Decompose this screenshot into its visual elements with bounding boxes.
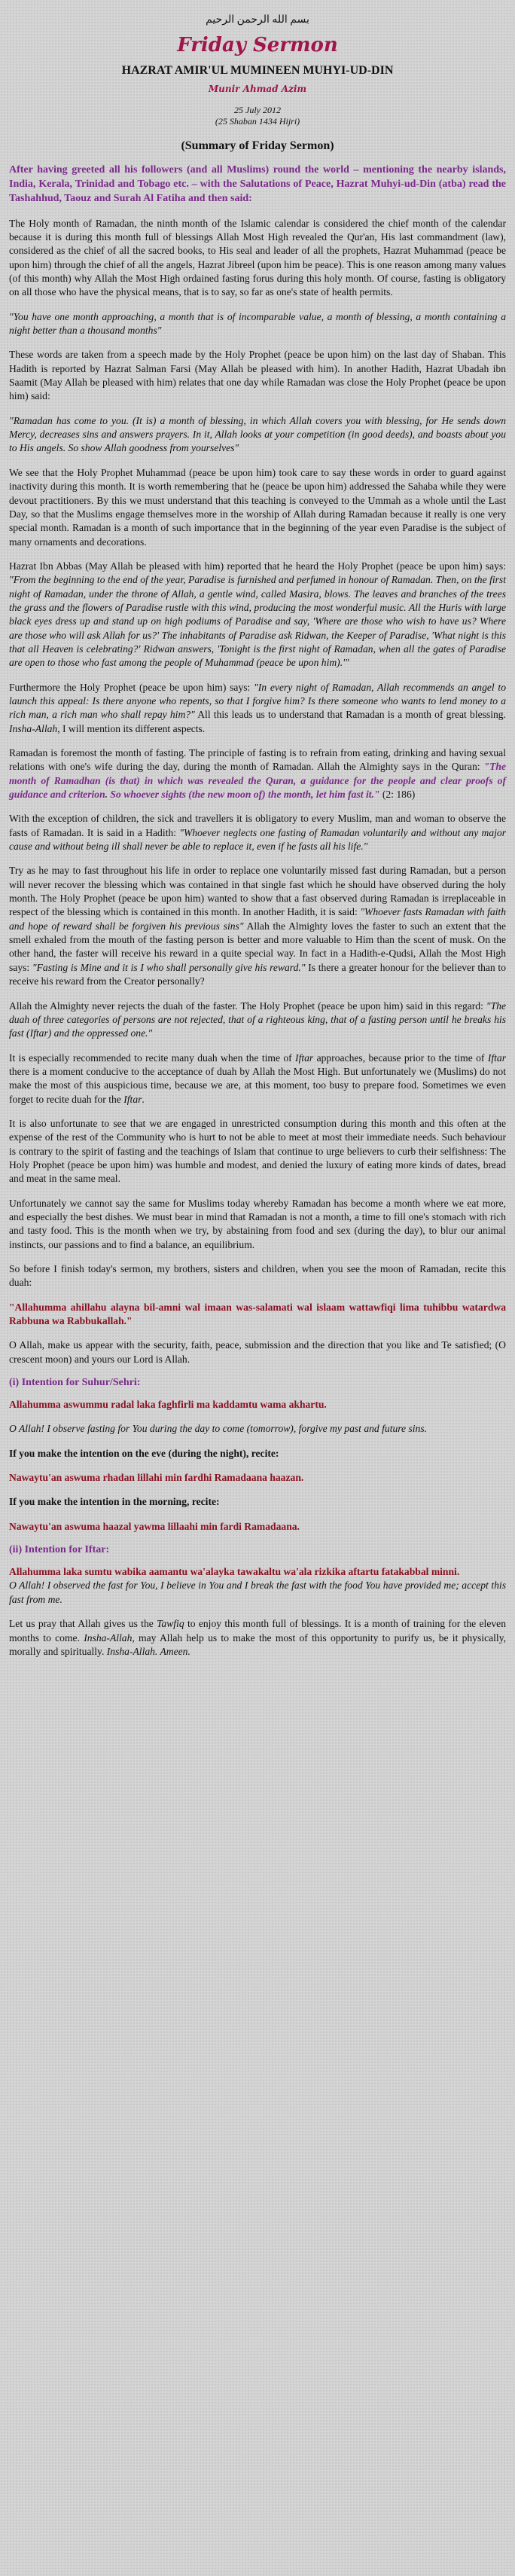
text-segment: , I will mention its different aspects.	[57, 722, 206, 734]
duah-iftar: Allahumma laka sumtu wabika aamantu wa'alayka tawakaltu wa'ala rizkika aftartu fatakabbal minni.	[9, 1566, 460, 1578]
text-segment: Allah the Almighty never rejects the duah of the faster. The Holy Prophet (peace be upon him) said in this regard:	[9, 1000, 486, 1012]
quote-forgiven: "Whoever fasts Ramadan with faith and hope of reward shall be forgiven his previous sins"	[9, 906, 506, 932]
iftar-term: Iftar	[295, 1051, 314, 1064]
paragraph-before-finish: So before I finish today's sermon, my brothers, sisters and children, when you see the moon of Ramadan, recite this duah:	[9, 1263, 506, 1289]
text-segment: approaches, because prior to the time of	[313, 1051, 488, 1064]
paragraph-iftar-duah	[9, 1051, 506, 1106]
intro-paragraph: After having greeted all his followers (and all Muslims) round the world – mentioning the nearby islands, India, Kerala, Trinidad and Tobago etc. – with the Salutations of Peace, Hazrat Muhyi-ud-Din (atba) read the Tashahhud, Taouz and Surah Al Fatiha and then said:	[9, 164, 506, 204]
page-subtitle: HAZRAT AMIR'UL MUMINEEN MUHYI-UD-DIN	[121, 64, 394, 77]
basmala: بسم الله الرحمن الرحيم	[206, 14, 309, 26]
text-segment: , may Allah help us to make the most of this opportunity to purify us, be it physically, morally and spiritually.	[9, 1631, 507, 1657]
duah-moon-translation: O Allah, make us appear with the security, faith, peace, submission and the direction that you like and Te satisfied; (O crescent moon) and yours our Lord is Allah.	[9, 1339, 506, 1365]
text-segment: Hazrat Ibn Abbas (May Allah be pleased with him) reported that he heard the Holy Prophet (peace be upon him) says:	[9, 560, 506, 572]
label-morning-intention: If you make the intention in the morning, recite:	[9, 1496, 220, 1508]
paragraph-ramadan-month: The Holy month of Ramadan, the ninth month of the Islamic calendar is considered the chief month of the calendar because it is during this month full of blessings Allah Most High revealed the Qur'an, His last commandment (law), considered as the chief of all the sacred books, to His seal and leader of all the prophets, Hazrat Muhammad (peace be upon him) through the chief of all the angels, Hazrat Jibreel (upon him be peace). This is one reason among many values (of this month) why Allah the Most High ordained fasting forus during this holy month. Of course, fasting is obligatory on all those who have the physical means, that is to say, so far as one's state of health permits.	[9, 217, 506, 298]
closing-ameen: Insha-Allah. Ameen.	[106, 1645, 190, 1657]
text-segment: Try as he may to fast throughout his life in order to replace one voluntarily missed fast during Ramadan, but a person will never recover the blessing which was contained in that single fast which he should have observed during the holy month. The Holy Prophet (peace be upon him) wanted to show that a fast observed during Ramadan is irreplaceable in respect of the blessing which is contained in this month. In another Hadith, it is said:	[9, 865, 506, 918]
text-segment: Allah the Almighty loves the faster to such an extent that the smell exhaled from the mouth of the fasting person is better and more valuable to Him than the scent of musk. On the other hand, the faster will receive his reward in a quite special way. In fact in a Hadith-e-Qudsi, Allah the Most High says:	[9, 920, 506, 973]
duah-moon-sighting: "Allahumma ahillahu alayna bil-amni wal imaan was-salamati wal islaam wattawfiqi lima tuhibbu watardwa Rabbuna wa Rabbukallah."	[9, 1301, 506, 1327]
text-segment: With the exception of children, the sick and travellers it is obligatory to every Muslim, man and woman to observe the fasts of Ramadan. It is said in a Hadith:	[9, 813, 506, 838]
label-night-intention: If you make the intention on the eve (during the night), recite:	[9, 1447, 279, 1459]
iftar-term: Iftar	[487, 1051, 506, 1064]
quran-verse: "The month of Ramadhan (is that) in which was revealed the Quran, a guidance for the people and clear proofs of guidance and criterion. So whoever sights (the new moon of) the month, let him fast it."	[9, 761, 506, 801]
paragraph-closing-prayer	[9, 1617, 506, 1659]
duah-morning-intention: Nawaytu'an aswuma haazal yawma lillaahi min fardi Ramadaana.	[9, 1520, 300, 1532]
paragraph-obligation	[9, 812, 506, 853]
text-segment: All this leads us to understand that Ramadan is a month of great blessing.	[194, 709, 506, 721]
paragraph-guard-inactivity: We see that the Holy Prophet Muhammad (peace be upon him) took care to say these words in order to guard against inactivity during this month. It is worth remembering that he (peace be upon him) addressed the Sahaba while they were devout practitioners. By this we must understand that this teaching is conveyed to the Ummah as a whole until the Last Day, so that the Muslims engage themselves more in the worship of Allah during Ramadan because it really is one very special month. Ramadan is a month of such importance that in the beginning of the year even Paradise is the subject of many ornaments and decorations.	[9, 466, 506, 548]
paragraph-angel-appeal	[9, 681, 506, 736]
paragraph-consumption: It is also unfortunate to see that we are engaged in unrestricted consumption during this month and this often at the expense of the rest of the Community who is hurt to not be able to meet at most their immediate needs. Such behaviour is contrary to the spirit of fasting and the teachings of Islam that continue to urge believers to curb their selfishness: The Holy Prophet (peace be upon him) was humble and modest, and denied the luxury of eating more kinds of dates, bread and meat in the same meal.	[9, 1117, 506, 1185]
paragraph-eat-more: Unfortunately we cannot say the same for Muslims today whereby Ramadan has become a month where we eat more, and especially the best dishes. We must bear in mind that Ramadan is not a month, a time to fill one's stomach with rich and tasty food. This is the month when we try, by abstaining from food and sex (during the day), to blur our animal instincts, our passions and to find a balance, an equilibrium.	[9, 1197, 506, 1250]
paragraph-paradise-decorated	[9, 560, 506, 670]
suhur-translation: O Allah! I observe fasting for You during the day to come (tomorrow), forgive my past and future sins.	[9, 1423, 428, 1435]
heading-iftar-intention: (ii) Intention for Iftar:	[9, 1544, 110, 1556]
paragraph-duah-faster	[9, 1000, 506, 1041]
paragraph-fasting-principle	[9, 746, 506, 801]
text-segment: Is there a greater honour for the believer than to receive his reward from the Creator personally?	[9, 961, 507, 987]
text-segment: Let us pray that Allah gives us the	[9, 1618, 157, 1630]
duah-suhur: Allahumma aswummu radal laka faghfirli ma kaddamtu wama akhartu.	[9, 1399, 327, 1411]
tawfiq-term: Tawfiq	[157, 1618, 184, 1630]
paragraph-shaban-speech: These words are taken from a speech made by the Holy Prophet (peace be upon him) on the last day of Shaban. This Hadith is reported by Hazrat Salman Farsi (May Allah be pleased with him). In another Hadith, Hazrat Ubadah ibn Saamit (May Allah be pleased with him) relates that one day while Ramadan was close the Holy Prophet (peace be upon him) said:	[9, 349, 506, 402]
date-hijri: (25 Shaban 1434 Hijri)	[215, 116, 300, 127]
paragraph-irreplaceable-fast	[9, 864, 506, 988]
quote-ramadan-blessing: "Ramadan has come to you. (It is) a month of blessing, in which Allah covers you with blessing, for He sends down Mercy, decreases sins and answers prayers. In it, Allah looks at your competition (in good deeds), and boasts about you to His angels. So show Allah goodness from yourselves"	[9, 414, 506, 454]
verse-reference: (2: 186)	[379, 789, 416, 801]
text-segment: It is especially recommended to recite many duah when the time of	[9, 1051, 296, 1064]
text-segment: to enjoy this month full of blessings. It is a month of training for the eleven months to come.	[9, 1618, 506, 1644]
text-segment: Furthermore the Holy Prophet (peace be upon him) says:	[9, 681, 254, 693]
quote-paradise: "From the beginning to the end of the year, Paradise is furnished and perfumed in honour of Ramadan. Then, on the first night of Ramadan, under the throne of Allah, a gentle wind, called Masira, blows. The leaves and branches of the trees the grass and the flowers of Paradise rustle with this wind, producing the most wonderful music. All the Huris with large black eyes dress up and stand up on high podiums of Paradise and say, 'Where are those who wish to have us? Where are those who will ask Allah for us?' The inhabitants of Paradise ask Ridwan, the Keeper of Paradise, 'What night is this that all Heaven is celebrating?' Ridwan answers, 'Tonight is the first night of Ramadan, when all the gates of Paradise are open to those who fast among the people of Muhammad (peace be upon him).'"	[9, 574, 506, 669]
insha-allah-term: Insha-Allah	[84, 1631, 133, 1644]
date-gregorian: 25 July 2012	[234, 105, 281, 115]
summary-heading: (Summary of Friday Sermon)	[181, 139, 334, 152]
author-name: Munir Ahmad Azim	[208, 84, 307, 94]
quote-angel: "In every night of Ramadan, Allah recommends an angel to launch this appeal: Is there anyone who repents, so that I forgive him? Is there someone who wants to lend money to a rich man, a rich man who shall repay him?"	[9, 681, 506, 721]
text-segment: Ramadan is foremost the month of fasting. The principle of fasting is to refrain from eating, drinking and having sexual relations with one's wife during the day, during the month of Ramadan. Allah the Almighty says in the Quran:	[9, 747, 506, 773]
quote-approaching-month: "You have one month approaching, a month that is of incomparable value, a month of blessing, a month containing a night better than a thousand months"	[9, 310, 506, 337]
iftar-term: Iftar	[123, 1093, 142, 1105]
quote-neglect: "Whoever neglects one fasting of Ramadan voluntarily and without any major cause and without being ill shall never be able to replace it, even if he fasts all his life."	[9, 826, 506, 853]
insha-allah-term: Insha-Allah	[9, 722, 58, 734]
quote-three-duah: "The duah of three categories of persons are not rejected, that of a righteous king, that of a fasting person until he breaks his fast (Iftar) and the oppressed one."	[9, 1000, 506, 1039]
page-title: Friday Sermon	[177, 34, 338, 56]
text-segment: .	[142, 1093, 145, 1105]
quote-fasting-is-mine: "Fasting is Mine and it is I who shall personally give his reward."	[32, 961, 306, 973]
iftar-translation: O Allah! I observed the fast for You, I believe in You and I break the fast with the food You have provided me; accept this fast from me.	[9, 1579, 506, 1605]
sermon-dates	[9, 105, 506, 127]
duah-night-intention: Nawaytu'an aswuma rhadan lillahi min fardhi Ramadaana haazan.	[9, 1472, 304, 1484]
heading-suhur-intention: (i) Intention for Suhur/Sehri:	[9, 1377, 141, 1389]
text-segment: there is a moment conducive to the acceptance of duah by Allah the Most High. But unfortunately we (Muslims) do not make the most of this auspicious time, because we are, at this moment, too busy to prepare food. Sometimes we even forget to recite duah for the	[9, 1065, 506, 1105]
